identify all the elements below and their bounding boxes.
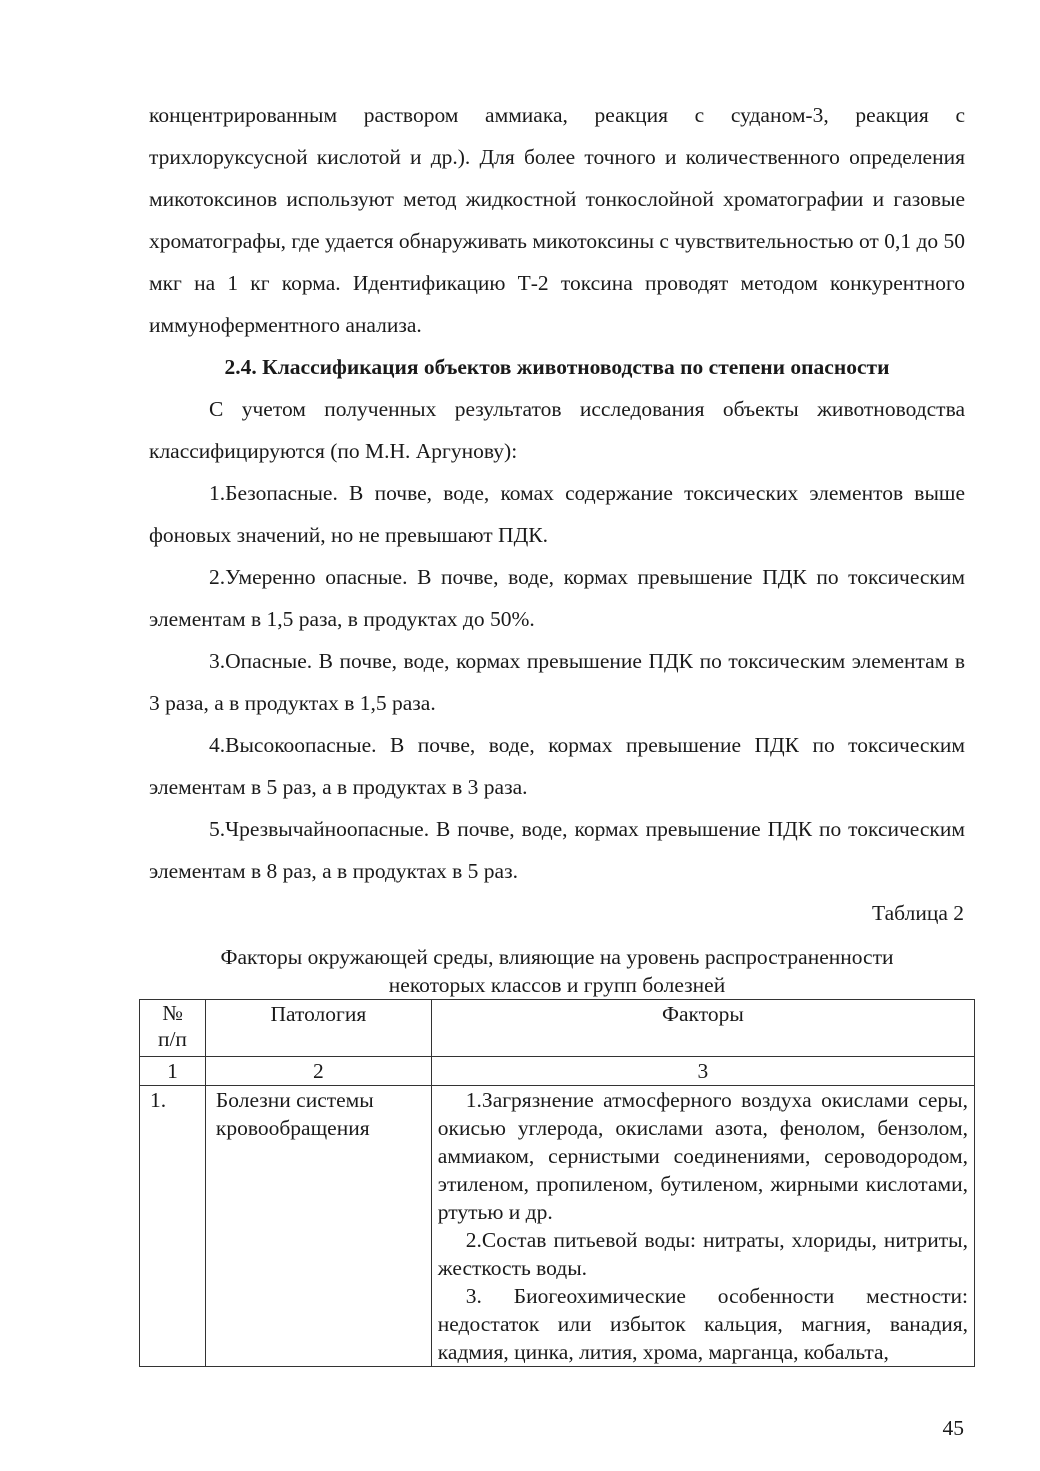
header-number: № п/п [140, 1000, 206, 1057]
section-heading: 2.4. Классификация объектов животноводства по степени опасности [224, 355, 890, 379]
row-pathology: Болезни системы кровообращения [205, 1086, 431, 1367]
table-row [140, 1086, 975, 1367]
paragraph-class-4: 4.Высокоопасные. В почве, воде, кормах превышение ПДК по токсическим элементам в 5 раз, а в продуктах в 3 раза. [149, 733, 965, 799]
row-number: 1. [140, 1086, 206, 1367]
header-pathology: Патология [205, 1000, 431, 1057]
table-label: Таблица 2 [872, 901, 964, 925]
factor-item: 1.Загрязнение атмосферного воздуха окислами серы, окисью углерода, окислами азота, фенолом, бензолом, аммиаком, сернистыми соединениями, сероводородом, этиленом, пропиленом, бутиленом, жирными кислотами, ртутью и др. [437, 1088, 968, 1224]
page-number: 45 [942, 1416, 964, 1440]
row-factors [431, 1086, 974, 1367]
paragraph-intro: С учетом полученных результатов исследования объекты животноводства классифицируются (по М.Н. Аргунову): [149, 397, 965, 463]
table-cell: 3 [431, 1057, 974, 1086]
table-caption-line: Факторы окружающей среды, влияющие на уровень распространенности [220, 945, 894, 969]
header-factors: Факторы [431, 1000, 974, 1057]
factor-item: 2.Состав питьевой воды: нитраты, хлориды, нитриты, жесткость воды. [437, 1228, 968, 1280]
table-caption [149, 943, 965, 999]
table-cell: 1 [140, 1057, 206, 1086]
paragraph-continuation: концентрированным раствором аммиака, реакция с суданом-3, реакция с трихлоруксусной кислотой и др.). Для более точного и количественного определения микотоксинов используют метод жидкостной тонкослойной хроматографии и газовые хроматографы, где удается обнаруживать микотоксины с чувствительностью от 0,1 до 50 мкг на 1 кг корма. Идентификацию Т-2 токсина проводят методом конкурентного иммуноферментного анализа. [149, 103, 966, 337]
body-text [149, 94, 965, 892]
table-header-row [140, 1000, 975, 1057]
factors-table [139, 999, 975, 1367]
paragraph-class-5: 5.Чрезвычайноопасные. В почве, воде, кормах превышение ПДК по токсическим элементам в 8 раз, а в продуктах в 5 раз. [149, 817, 965, 883]
paragraph-class-2: 2.Умеренно опасные. В почве, воде, кормах превышение ПДК по токсическим элементам в 1,5 раза, в продуктах до 50%. [149, 565, 965, 631]
table-caption-line: некоторых классов и групп болезней [388, 973, 726, 997]
factor-item: 3. Биогеохимические особенности местности: недостаток или избыток кальция, магния, ванадия, кадмия, цинка, лития, хрома, марганца, кобальта, [437, 1284, 968, 1364]
table-index-row [140, 1057, 975, 1086]
table-cell: 2 [205, 1057, 431, 1086]
paragraph-class-1: 1.Безопасные. В почве, воде, комах содержание токсических элементов выше фоновых значений, но не превышают ПДК. [149, 481, 965, 547]
paragraph-class-3: 3.Опасные. В почве, воде, кормах превышение ПДК по токсическим элементам в 3 раза, а в продуктах в 1,5 раза. [149, 649, 965, 715]
